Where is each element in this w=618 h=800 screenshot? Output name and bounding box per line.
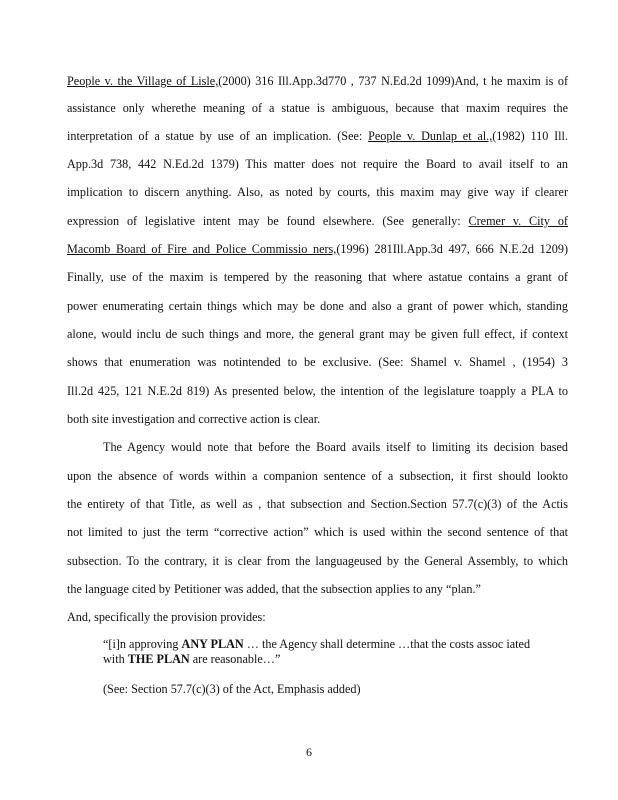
body-text: power enumerating certain things which may be done and also a grant of power which, standing: [67, 299, 568, 313]
body-line: [67, 129, 568, 143]
body-line: [67, 384, 568, 398]
body-line: [67, 554, 568, 568]
body-text: the language cited by Petitioner was added, that the subsection applies to any “plan.”: [67, 582, 481, 596]
body-text: implication to discern anything. Also, as noted by courts, this maxim may give way if clearer: [67, 185, 568, 199]
block-quote-line: [103, 637, 543, 651]
body-text: interpretation of a statue by use of an implication. (See:: [67, 129, 369, 143]
body-line: [67, 214, 568, 228]
body-text: shows that enumeration was notintended to be exclusive. (See: Shamel v. Shamel , (1954) 3: [67, 355, 568, 369]
body-text: not limited to just the term “corrective action” which is used within the second sentence of that: [67, 525, 568, 539]
body-line: [67, 327, 568, 341]
body-text: both site investigation and corrective action is clear.: [67, 412, 321, 426]
body-line: [67, 74, 568, 88]
body-line: [67, 242, 568, 256]
body-text: (1982) 110 Ill.: [492, 129, 568, 143]
quote-text: … the Agency shall determine …that the costs assoc iated: [243, 637, 531, 651]
body-text: (1996) 281Ill.App.3d 497, 666 N.E.2d 1209): [336, 242, 568, 256]
body-text: Finally, use of the maxim is tempered by the reasoning that where astatue contains a grant of: [67, 270, 568, 284]
body-line: [67, 469, 568, 483]
quote-emphasis: THE PLAN: [127, 652, 190, 666]
quote-emphasis: ANY PLAN: [181, 637, 244, 651]
body-line: [67, 355, 568, 369]
quote-text: with: [103, 652, 128, 666]
body-line: [103, 440, 568, 454]
body-line: [67, 101, 568, 115]
body-line: [67, 185, 568, 199]
case-citation: People v. the Village of Lisle,: [67, 74, 219, 88]
body-line: [67, 270, 568, 284]
body-line: [67, 525, 568, 539]
block-quote-line: [103, 652, 543, 666]
body-text: And, specifically the provision provides:: [67, 610, 266, 624]
body-line: [67, 582, 568, 596]
case-citation: Macomb Board of Fire and Police Commissio ners,: [67, 242, 337, 256]
quote-text: “[i]n approving: [103, 637, 182, 651]
page-number: 6: [306, 745, 312, 759]
body-text: upon the absence of words within a companion sentence of a subsection, it first should lookto: [67, 469, 568, 483]
body-line: [67, 497, 568, 511]
quote-citation: (See: Section 57.7(c)(3) of the Act, Emphasis added): [103, 682, 361, 696]
body-text: assistance only wherethe meaning of a statue is ambiguous, because that maxim requires the: [67, 101, 568, 115]
body-text: Ill.2d 425, 121 N.E.2d 819) As presented below, the intention of the legislature toapply a PLA to: [67, 384, 568, 398]
body-text: The Agency would note that before the Board avails itself to limiting its decision based: [103, 440, 568, 454]
body-text: expression of legislative intent may be found elsewhere. (See generally:: [67, 214, 469, 228]
body-text: the entirety of that Title, as well as , that subsection and Section.Section 57.7(c)(3) of the Actis: [67, 497, 568, 511]
case-citation: People v. Dunlap et al.,: [368, 129, 493, 143]
case-citation: Cremer v. City of: [468, 214, 568, 228]
body-text: (2000) 316 Ill.App.3d770 , 737 N.Ed.2d 1099)And, t he maxim is of: [218, 74, 568, 88]
body-line: [67, 157, 568, 171]
body-text: alone, would inclu de such things and more, the general grant may be given full effect, if context: [67, 327, 568, 341]
body-line: [67, 412, 568, 426]
body-line: [67, 610, 568, 624]
body-line: [67, 299, 568, 313]
quote-text: are reasonable…”: [189, 652, 281, 666]
body-text: subsection. To the contrary, it is clear from the languageused by the General Assembly, to which: [67, 554, 568, 568]
body-text: App.3d 738, 442 N.Ed.2d 1379) This matter does not require the Board to avail itself to an: [67, 157, 568, 171]
